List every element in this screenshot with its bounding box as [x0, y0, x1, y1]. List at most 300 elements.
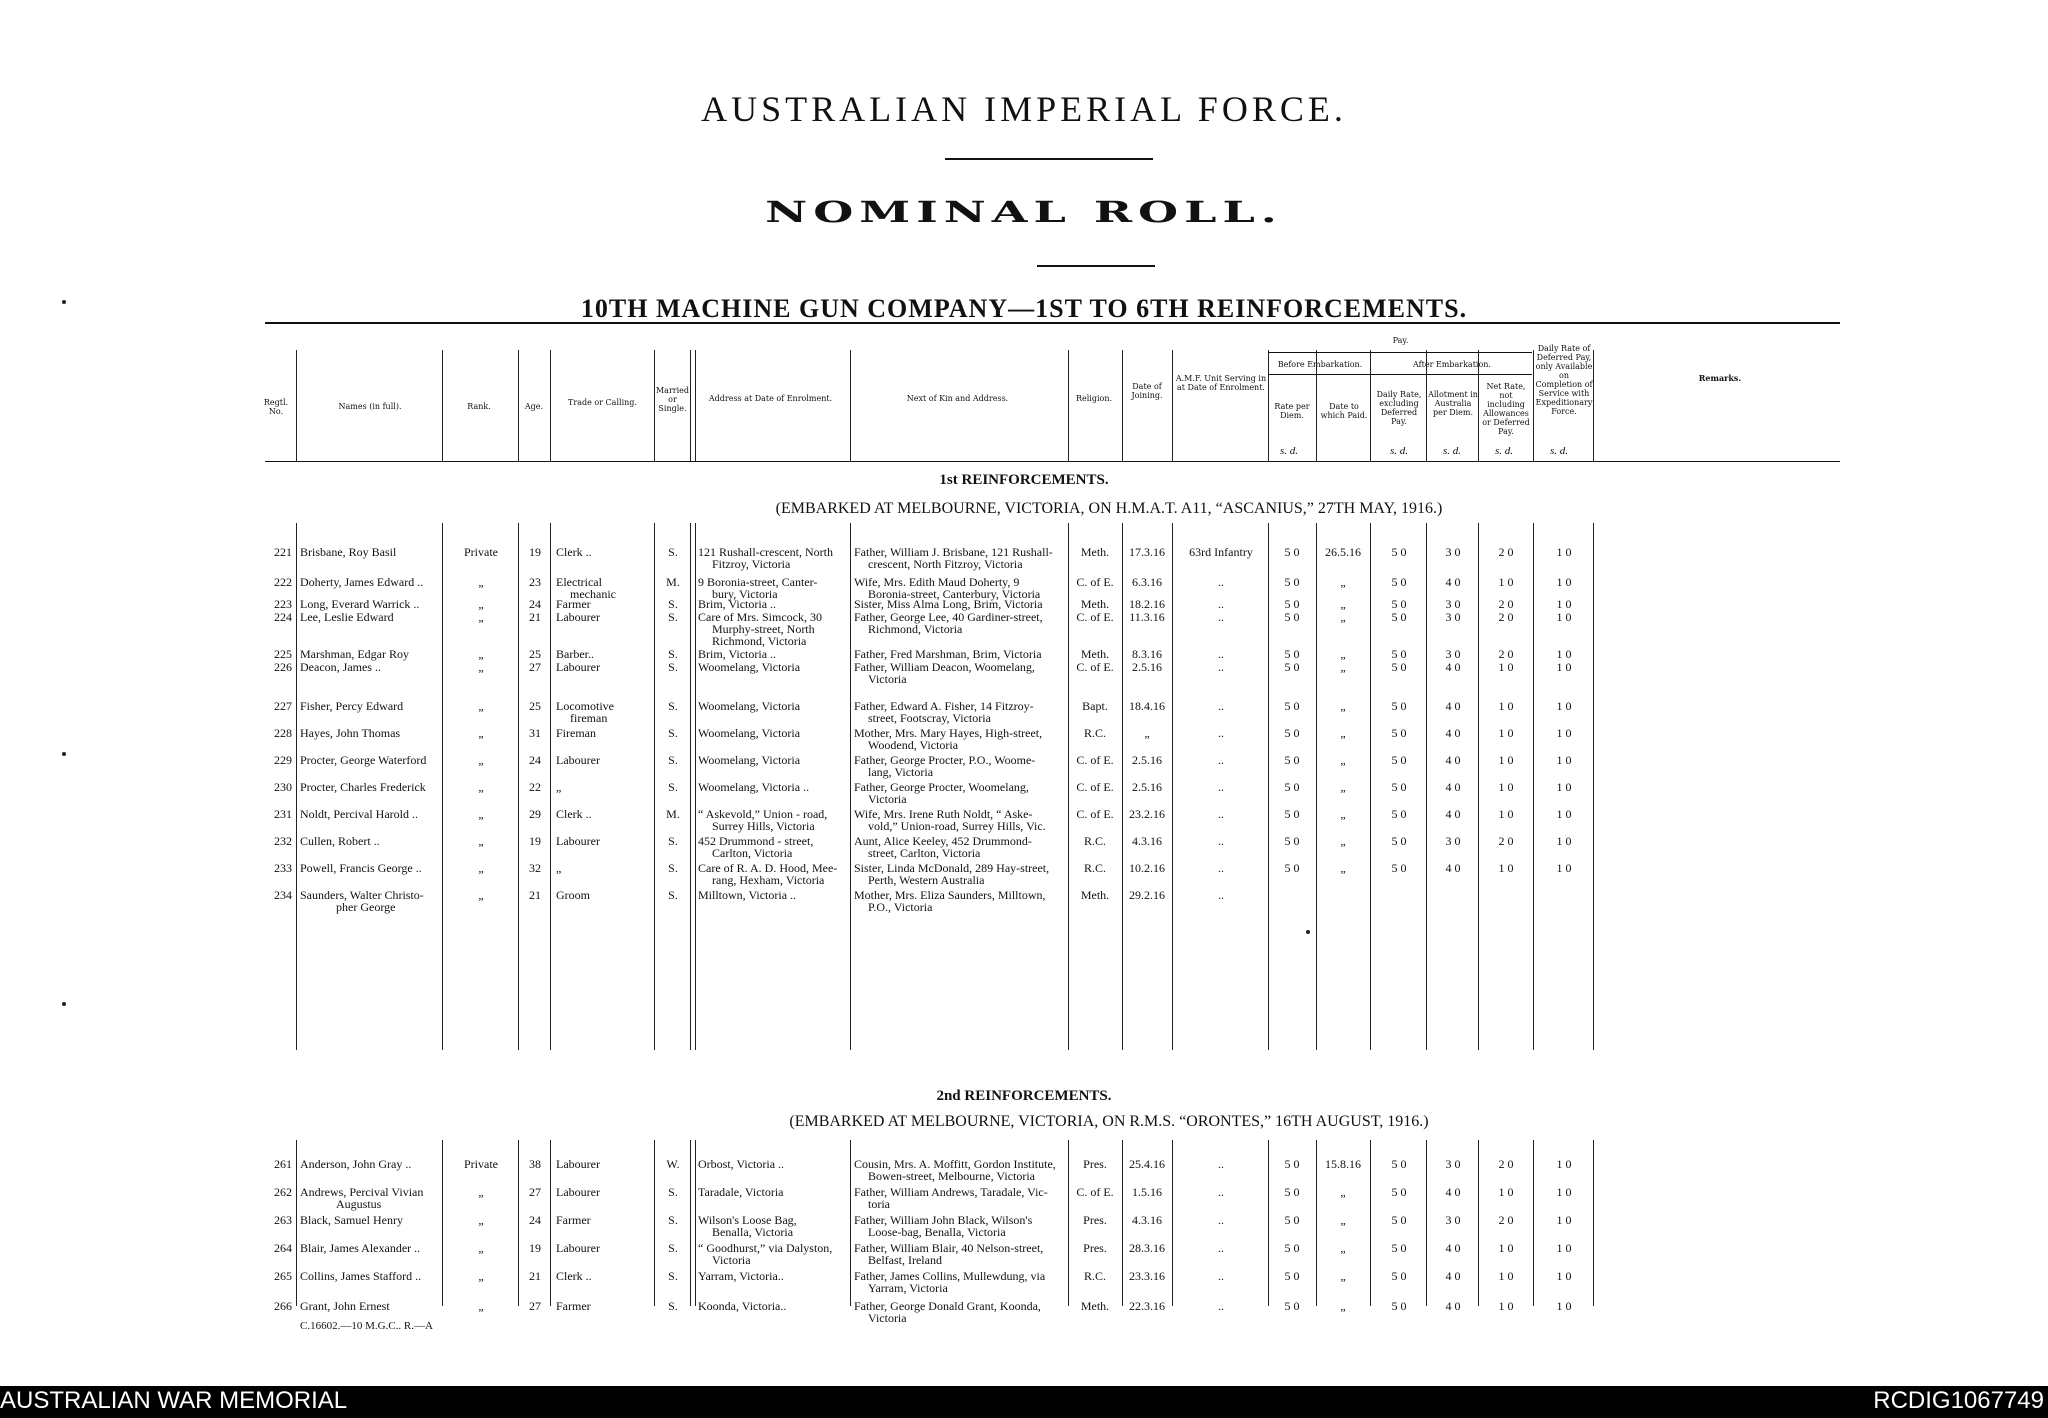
- cell-daily: 5 0: [1391, 699, 1407, 713]
- cell-rel: Meth.: [1080, 1299, 1110, 1313]
- cell-ms: M.: [666, 575, 680, 589]
- section-title-2nd: 2nd REINFORCEMENTS.: [936, 1088, 1112, 1104]
- cell-allot: 4 0: [1445, 861, 1461, 875]
- cell-paid: „: [1340, 726, 1346, 740]
- cell-addr: 9 Boronia-street, Canter-: [698, 575, 818, 589]
- column-rule: [850, 523, 851, 1050]
- cell-rank: „: [478, 888, 484, 902]
- cell-ms: S.: [668, 1241, 678, 1255]
- cell-addr: Wilson's Loose Bag,: [698, 1213, 797, 1227]
- cell-name: Fisher, Percy Edward: [300, 699, 404, 713]
- cell-rank: „: [478, 1269, 484, 1283]
- cell-trade: Farmer: [556, 597, 591, 611]
- cell-name: Grant, John Ernest: [300, 1299, 390, 1313]
- cell-paid: „: [1340, 699, 1346, 713]
- cell-age: 21: [529, 1269, 541, 1283]
- cell-allot: 4 0: [1445, 575, 1461, 589]
- cell-trade: Farmer: [556, 1299, 591, 1313]
- cell-trade: Labourer: [556, 660, 600, 674]
- cell-rate: 5 0: [1284, 1157, 1300, 1171]
- embarked-note-1st: (EMBARKED AT MELBOURNE, VICTORIA, ON H.M.A.T. A11, “ASCANIUS,” 27TH MAY, 1916.): [775, 500, 1443, 517]
- cell-allot: 3 0: [1445, 597, 1461, 611]
- header-trade: Trade or Calling.: [568, 398, 637, 407]
- column-rule: [1478, 350, 1479, 461]
- header-bottom-rule: [265, 461, 1840, 462]
- cell-rel: C. of E.: [1076, 807, 1114, 821]
- scan-mark: [62, 300, 66, 304]
- header-date-joining: Date of Joining.: [1131, 382, 1163, 400]
- cell-allot: 3 0: [1445, 1157, 1461, 1171]
- cell-rank: „: [478, 1299, 484, 1313]
- cell-date: 4.3.16: [1132, 1213, 1162, 1227]
- cell-paid: „: [1340, 753, 1346, 767]
- cell-trade: Clerk ..: [556, 1269, 592, 1283]
- cell-rel: Meth.: [1080, 647, 1110, 661]
- cell-rank: Private: [464, 545, 498, 559]
- cell-addr: Woomelang, Victoria: [698, 660, 801, 674]
- cell-amf: ..: [1218, 888, 1224, 902]
- cell-no: 230: [274, 780, 292, 794]
- cell-ms: S.: [668, 888, 678, 902]
- cell-date: 25.4.16: [1129, 1157, 1165, 1171]
- cell-no: 224: [274, 610, 292, 624]
- cell-age: 23: [529, 575, 541, 589]
- cell-def: 1 0: [1556, 575, 1572, 589]
- cell-amf: ..: [1218, 575, 1224, 589]
- column-rule: [1426, 523, 1427, 1050]
- cell-ms: S.: [668, 834, 678, 848]
- cell-def: 1 0: [1556, 753, 1572, 767]
- cell-date: 18.4.16: [1129, 699, 1165, 713]
- cell-addr: “ Goodhurst,” via Dalyston,: [698, 1241, 833, 1255]
- cell-no: 234: [274, 888, 292, 902]
- cell-amf: ..: [1218, 699, 1224, 713]
- cell-age: 19: [529, 1241, 541, 1255]
- cell-rate: 5 0: [1284, 780, 1300, 794]
- cell-ms: S.: [668, 1299, 678, 1313]
- header-next-of-kin: Next of Kin and Address.: [906, 394, 1009, 403]
- cell-amf: ..: [1218, 660, 1224, 674]
- cell-kin: Yarram, Victoria: [868, 1281, 948, 1295]
- cell-kin: Sister, Miss Alma Long, Brim, Victoria: [854, 597, 1043, 611]
- cell-amf: ..: [1218, 1185, 1224, 1199]
- column-rule: [1068, 350, 1069, 461]
- cell-kin: Father, George Lee, 40 Gardiner-street,: [854, 610, 1043, 624]
- cell-rank: „: [478, 807, 484, 821]
- cell-ms: S.: [668, 699, 678, 713]
- cell-allot: 3 0: [1445, 545, 1461, 559]
- cell-date: 18.2.16: [1129, 597, 1165, 611]
- archive-footer: [0, 1386, 2048, 1418]
- cell-name: Anderson, John Gray ..: [300, 1157, 412, 1171]
- cell-kin: P.O., Victoria: [868, 900, 933, 914]
- cell-trade: Clerk ..: [556, 807, 592, 821]
- cell-kin: Victoria: [868, 1311, 907, 1325]
- column-rule: [1172, 523, 1173, 1050]
- cell-amf: ..: [1218, 780, 1224, 794]
- scan-mark: [62, 1002, 66, 1006]
- column-rule: [518, 350, 519, 461]
- column-rule: [442, 523, 443, 1050]
- cell-addr: Woomelang, Victoria: [698, 699, 801, 713]
- cell-amf: ..: [1218, 807, 1224, 821]
- cell-paid: „: [1340, 1185, 1346, 1199]
- footer-source: AUSTRALIAN WAR MEMORIAL: [0, 1387, 348, 1414]
- cell-rel: C. of E.: [1076, 780, 1114, 794]
- cell-def: 1 0: [1556, 1157, 1572, 1171]
- cell-age: 21: [529, 610, 541, 624]
- cell-amf: ..: [1218, 1269, 1224, 1283]
- cell-date: 2.5.16: [1132, 780, 1162, 794]
- cell-kin: Father, Edward A. Fisher, 14 Fitzroy-: [854, 699, 1034, 713]
- cell-rate: 5 0: [1284, 834, 1300, 848]
- cell-trade: Labourer: [556, 1241, 600, 1255]
- cell-date: 2.5.16: [1132, 753, 1162, 767]
- cell-trade: Electrical: [556, 575, 602, 589]
- column-rule: [1478, 523, 1479, 1050]
- cell-net: 1 0: [1498, 753, 1514, 767]
- cell-name: Cullen, Robert ..: [300, 834, 380, 848]
- cell-no: 223: [274, 597, 292, 611]
- cell-net: 1 0: [1498, 575, 1514, 589]
- column-rule: [1533, 523, 1534, 1050]
- cell-kin: Cousin, Mrs. A. Moffitt, Gordon Institute,: [854, 1157, 1056, 1171]
- cell-no: 229: [274, 753, 292, 767]
- cell-paid: „: [1340, 597, 1346, 611]
- cell-addr: “ Askevold,” Union - road,: [698, 807, 828, 821]
- cell-def: 1 0: [1556, 834, 1572, 848]
- cell-def: 1 0: [1556, 1185, 1572, 1199]
- cell-no: 262: [274, 1185, 292, 1199]
- cell-name: Lee, Leslie Edward: [300, 610, 394, 624]
- cell-date: 2.5.16: [1132, 660, 1162, 674]
- cell-addr: 121 Rushall-crescent, North: [698, 545, 833, 559]
- cell-rate: 5 0: [1284, 861, 1300, 875]
- header-after-embarkation: After Embarkation.: [1413, 360, 1491, 369]
- cell-age: 27: [529, 660, 541, 674]
- cell-rel: C. of E.: [1076, 660, 1114, 674]
- cell-kin: Father, George Donald Grant, Koonda,: [854, 1299, 1041, 1313]
- header-address: Address at Date of Enrolment.: [708, 394, 833, 403]
- cell-def: 1 0: [1556, 545, 1572, 559]
- cell-net: 1 0: [1498, 1269, 1514, 1283]
- column-rule: [1268, 1140, 1269, 1306]
- cell-age: 27: [529, 1185, 541, 1199]
- cell-def: 1 0: [1556, 861, 1572, 875]
- column-rule: [1172, 350, 1173, 461]
- cell-ms: S.: [668, 1213, 678, 1227]
- cell-name: Andrews, Percival Vivian: [300, 1185, 424, 1199]
- cell-rel: R.C.: [1083, 861, 1106, 875]
- cell-daily: 5 0: [1391, 610, 1407, 624]
- cell-kin: Belfast, Ireland: [868, 1253, 942, 1267]
- cell-amf: ..: [1218, 1157, 1224, 1171]
- cell-addr: Woomelang, Victoria: [698, 753, 801, 767]
- cell-rank: „: [478, 726, 484, 740]
- unit-label: s. d.: [1390, 445, 1409, 457]
- cell-kin: Perth, Western Australia: [868, 873, 985, 887]
- cell-name: Noldt, Percival Harold ..: [300, 807, 418, 821]
- cell-kin: Victoria: [868, 672, 907, 686]
- header-religion: Religion.: [1075, 394, 1113, 403]
- cell-no: 231: [274, 807, 292, 821]
- cell-trade: Fireman: [556, 726, 596, 740]
- cell-no: 265: [274, 1269, 292, 1283]
- cell-no: 263: [274, 1213, 292, 1227]
- cell-def: 1 0: [1556, 1269, 1572, 1283]
- cell-rate: 5 0: [1284, 1213, 1300, 1227]
- cell-trade: Labourer: [556, 834, 600, 848]
- cell-allot: 4 0: [1445, 753, 1461, 767]
- column-rule: [1370, 523, 1371, 1050]
- cell-daily: 5 0: [1391, 807, 1407, 821]
- cell-daily: 5 0: [1391, 1185, 1407, 1199]
- cell-rate: 5 0: [1284, 1269, 1300, 1283]
- cell-rate: 5 0: [1284, 726, 1300, 740]
- cell-date: 1.5.16: [1132, 1185, 1162, 1199]
- cell-daily: 5 0: [1391, 861, 1407, 875]
- pay-subrule-2: [1268, 374, 1532, 375]
- header-pay: Pay.: [1392, 336, 1409, 345]
- document-subtitle: NOMINAL ROLL.: [765, 195, 1283, 229]
- cell-allot: 4 0: [1445, 780, 1461, 794]
- cell-allot: 3 0: [1445, 610, 1461, 624]
- cell-addr: 452 Drummond - street,: [698, 834, 814, 848]
- cell-addr: Care of R. A. D. Hood, Mee-: [698, 861, 838, 875]
- column-rule: [695, 350, 696, 461]
- cell-name: Hayes, John Thomas: [300, 726, 401, 740]
- cell-paid: „: [1340, 780, 1346, 794]
- cell-ms: M.: [666, 807, 680, 821]
- cell-amf: ..: [1218, 1213, 1224, 1227]
- cell-allot: 4 0: [1445, 807, 1461, 821]
- cell-name: Procter, Charles Frederick: [300, 780, 426, 794]
- cell-rank: „: [478, 834, 484, 848]
- cell-paid: „: [1340, 660, 1346, 674]
- cell-paid: 26.5.16: [1325, 545, 1361, 559]
- cell-name: Deacon, James ..: [300, 660, 381, 674]
- cell-paid: „: [1340, 1299, 1346, 1313]
- pay-subrule: [1268, 352, 1532, 353]
- cell-net: 1 0: [1498, 780, 1514, 794]
- cell-date: 8.3.16: [1132, 647, 1162, 661]
- cell-daily: 5 0: [1391, 647, 1407, 661]
- cell-rel: C. of E.: [1076, 610, 1114, 624]
- cell-daily: 5 0: [1391, 1299, 1407, 1313]
- cell-net: 2 0: [1498, 597, 1514, 611]
- cell-trade: „: [556, 780, 562, 794]
- cell-kin: Father, William Deacon, Woomelang,: [854, 660, 1035, 674]
- cell-rate: 5 0: [1284, 597, 1300, 611]
- cell-no: 227: [274, 699, 292, 713]
- cell-name: Marshman, Edgar Roy: [300, 647, 409, 661]
- cell-no: 261: [274, 1157, 292, 1171]
- cell-kin: Father, William John Black, Wilson's: [854, 1213, 1033, 1227]
- cell-addr: bury, Victoria: [712, 587, 778, 601]
- cell-kin: Boronia-street, Canterbury, Victoria: [868, 587, 1041, 601]
- cell-rel: Pres.: [1083, 1157, 1107, 1171]
- column-rule: [1370, 1140, 1371, 1306]
- cell-rel: Meth.: [1080, 888, 1110, 902]
- form-number: C.16602.—10 M.G.C.. R.—A: [300, 1320, 433, 1332]
- cell-rate: 5 0: [1284, 1299, 1300, 1313]
- cell-no: 225: [274, 647, 292, 661]
- cell-name: Augustus: [336, 1197, 382, 1211]
- cell-name: Procter, George Waterford: [300, 753, 427, 767]
- cell-kin: toria: [868, 1197, 890, 1211]
- cell-rank: „: [478, 699, 484, 713]
- cell-addr: Orbost, Victoria ..: [698, 1157, 785, 1171]
- cell-date: 28.3.16: [1129, 1241, 1165, 1255]
- cell-addr: Taradale, Victoria: [698, 1185, 784, 1199]
- cell-age: 21: [529, 888, 541, 902]
- column-rule: [1478, 1140, 1479, 1306]
- column-rule: [1533, 350, 1534, 461]
- column-rule: [1172, 1140, 1173, 1306]
- cell-net: 1 0: [1498, 861, 1514, 875]
- cell-addr: Benalla, Victoria: [712, 1225, 794, 1239]
- cell-trade: fireman: [570, 711, 608, 725]
- header-remarks: Remarks.: [1698, 373, 1742, 383]
- cell-def: 1 0: [1556, 780, 1572, 794]
- cell-rel: C. of E.: [1076, 575, 1114, 589]
- column-rule: [1593, 523, 1594, 1050]
- cell-age: 19: [529, 545, 541, 559]
- cell-allot: 4 0: [1445, 1269, 1461, 1283]
- column-rule: [654, 350, 655, 461]
- cell-date: 22.3.16: [1129, 1299, 1165, 1313]
- cell-kin: Wife, Mrs. Irene Ruth Noldt, “ Aske-: [854, 807, 1033, 821]
- cell-kin: Aunt, Alice Keeley, 452 Drummond-: [854, 834, 1032, 848]
- column-rule: [695, 523, 696, 1050]
- cell-allot: 4 0: [1445, 1299, 1461, 1313]
- cell-trade: Labourer: [556, 1157, 600, 1171]
- cell-date: 17.3.16: [1129, 545, 1165, 559]
- cell-amf: 63rd Infantry: [1189, 545, 1253, 559]
- column-rule: [1426, 350, 1427, 461]
- header-top-rule: [265, 322, 1840, 324]
- column-rule: [1593, 350, 1594, 461]
- cell-amf: ..: [1218, 1299, 1224, 1313]
- cell-addr: Yarram, Victoria..: [698, 1269, 784, 1283]
- cell-paid: „: [1340, 834, 1346, 848]
- cell-date: 6.3.16: [1132, 575, 1162, 589]
- cell-net: 2 0: [1498, 647, 1514, 661]
- header-before-embarkation: Before Embarkation.: [1277, 360, 1363, 369]
- column-rule: [442, 1140, 443, 1306]
- column-rule: [296, 1140, 297, 1306]
- cell-name: pher George: [336, 900, 396, 914]
- cell-no: 264: [274, 1241, 292, 1255]
- cell-net: 2 0: [1498, 610, 1514, 624]
- header-daily-rate: Daily Rate, excluding Deferred Pay.: [1376, 390, 1422, 426]
- footer-id: RCDIG1067749: [1873, 1387, 2044, 1414]
- cell-age: 24: [529, 597, 541, 611]
- cell-kin: Victoria: [868, 792, 907, 806]
- cell-net: 2 0: [1498, 1157, 1514, 1171]
- cell-rate: 5 0: [1284, 1241, 1300, 1255]
- column-rule: [296, 350, 297, 461]
- cell-trade: Barber..: [556, 647, 594, 661]
- cell-addr: Carlton, Victoria: [712, 846, 793, 860]
- cell-addr: Surrey Hills, Victoria: [712, 819, 815, 833]
- cell-addr: Fitzroy, Victoria: [712, 557, 791, 571]
- cell-rel: C. of E.: [1076, 753, 1114, 767]
- cell-trade: Labourer: [556, 753, 600, 767]
- cell-addr: Milltown, Victoria ..: [698, 888, 797, 902]
- cell-date: 10.2.16: [1129, 861, 1165, 875]
- cell-rank: „: [478, 753, 484, 767]
- cell-rel: R.C.: [1083, 1269, 1106, 1283]
- cell-net: 1 0: [1498, 660, 1514, 674]
- cell-ms: S.: [668, 1269, 678, 1283]
- cell-paid: „: [1340, 647, 1346, 661]
- cell-name: Doherty, James Edward ..: [300, 575, 424, 589]
- cell-no: 221: [274, 545, 292, 559]
- cell-def: 1 0: [1556, 1213, 1572, 1227]
- cell-rel: Pres.: [1083, 1241, 1107, 1255]
- header-names: Names (in full).: [338, 402, 402, 411]
- column-rule: [1268, 523, 1269, 1050]
- cell-allot: 4 0: [1445, 726, 1461, 740]
- cell-daily: 5 0: [1391, 575, 1407, 589]
- cell-rate: 5 0: [1284, 647, 1300, 661]
- cell-addr: Woomelang, Victoria: [698, 726, 801, 740]
- cell-no: 226: [274, 660, 292, 674]
- unit-label: s. d.: [1550, 445, 1569, 457]
- document-title: AUSTRALIAN IMPERIAL FORCE.: [701, 89, 1347, 129]
- cell-net: 2 0: [1498, 834, 1514, 848]
- cell-kin: Father, William J. Brisbane, 121 Rushall-: [854, 545, 1053, 559]
- cell-rank: „: [478, 1185, 484, 1199]
- cell-amf: ..: [1218, 1241, 1224, 1255]
- cell-age: 32: [529, 861, 541, 875]
- cell-name: Collins, James Stafford ..: [300, 1269, 422, 1283]
- header-age: Age.: [524, 402, 544, 411]
- cell-daily: 5 0: [1391, 660, 1407, 674]
- cell-paid: 15.8.16: [1325, 1157, 1361, 1171]
- cell-def: 1 0: [1556, 1241, 1572, 1255]
- cell-name: Saunders, Walter Christo-: [300, 888, 424, 902]
- cell-ms: S.: [668, 1185, 678, 1199]
- cell-paid: „: [1340, 1213, 1346, 1227]
- cell-ms: S.: [668, 726, 678, 740]
- cell-age: 19: [529, 834, 541, 848]
- header-married: Married or Single.: [655, 386, 690, 413]
- cell-age: 31: [529, 726, 541, 740]
- cell-rank: „: [478, 647, 484, 661]
- cell-rank: „: [478, 861, 484, 875]
- cell-rate: 5 0: [1284, 610, 1300, 624]
- cell-daily: 5 0: [1391, 597, 1407, 611]
- cell-rel: Bapt.: [1082, 699, 1108, 713]
- cell-ms: S.: [668, 660, 678, 674]
- cell-net: 1 0: [1498, 726, 1514, 740]
- cell-net: 1 0: [1498, 699, 1514, 713]
- cell-daily: 5 0: [1391, 753, 1407, 767]
- header-allotment: Allotment in Australia per Diem.: [1428, 390, 1478, 417]
- scan-mark: [1306, 930, 1310, 934]
- cell-amf: ..: [1218, 753, 1224, 767]
- cell-no: 228: [274, 726, 292, 740]
- cell-date: 29.2.16: [1129, 888, 1165, 902]
- cell-age: 29: [529, 807, 541, 821]
- column-rule: [850, 350, 851, 461]
- cell-no: 232: [274, 834, 292, 848]
- cell-trade: „: [556, 861, 562, 875]
- cell-allot: 3 0: [1445, 834, 1461, 848]
- cell-ms: S.: [668, 597, 678, 611]
